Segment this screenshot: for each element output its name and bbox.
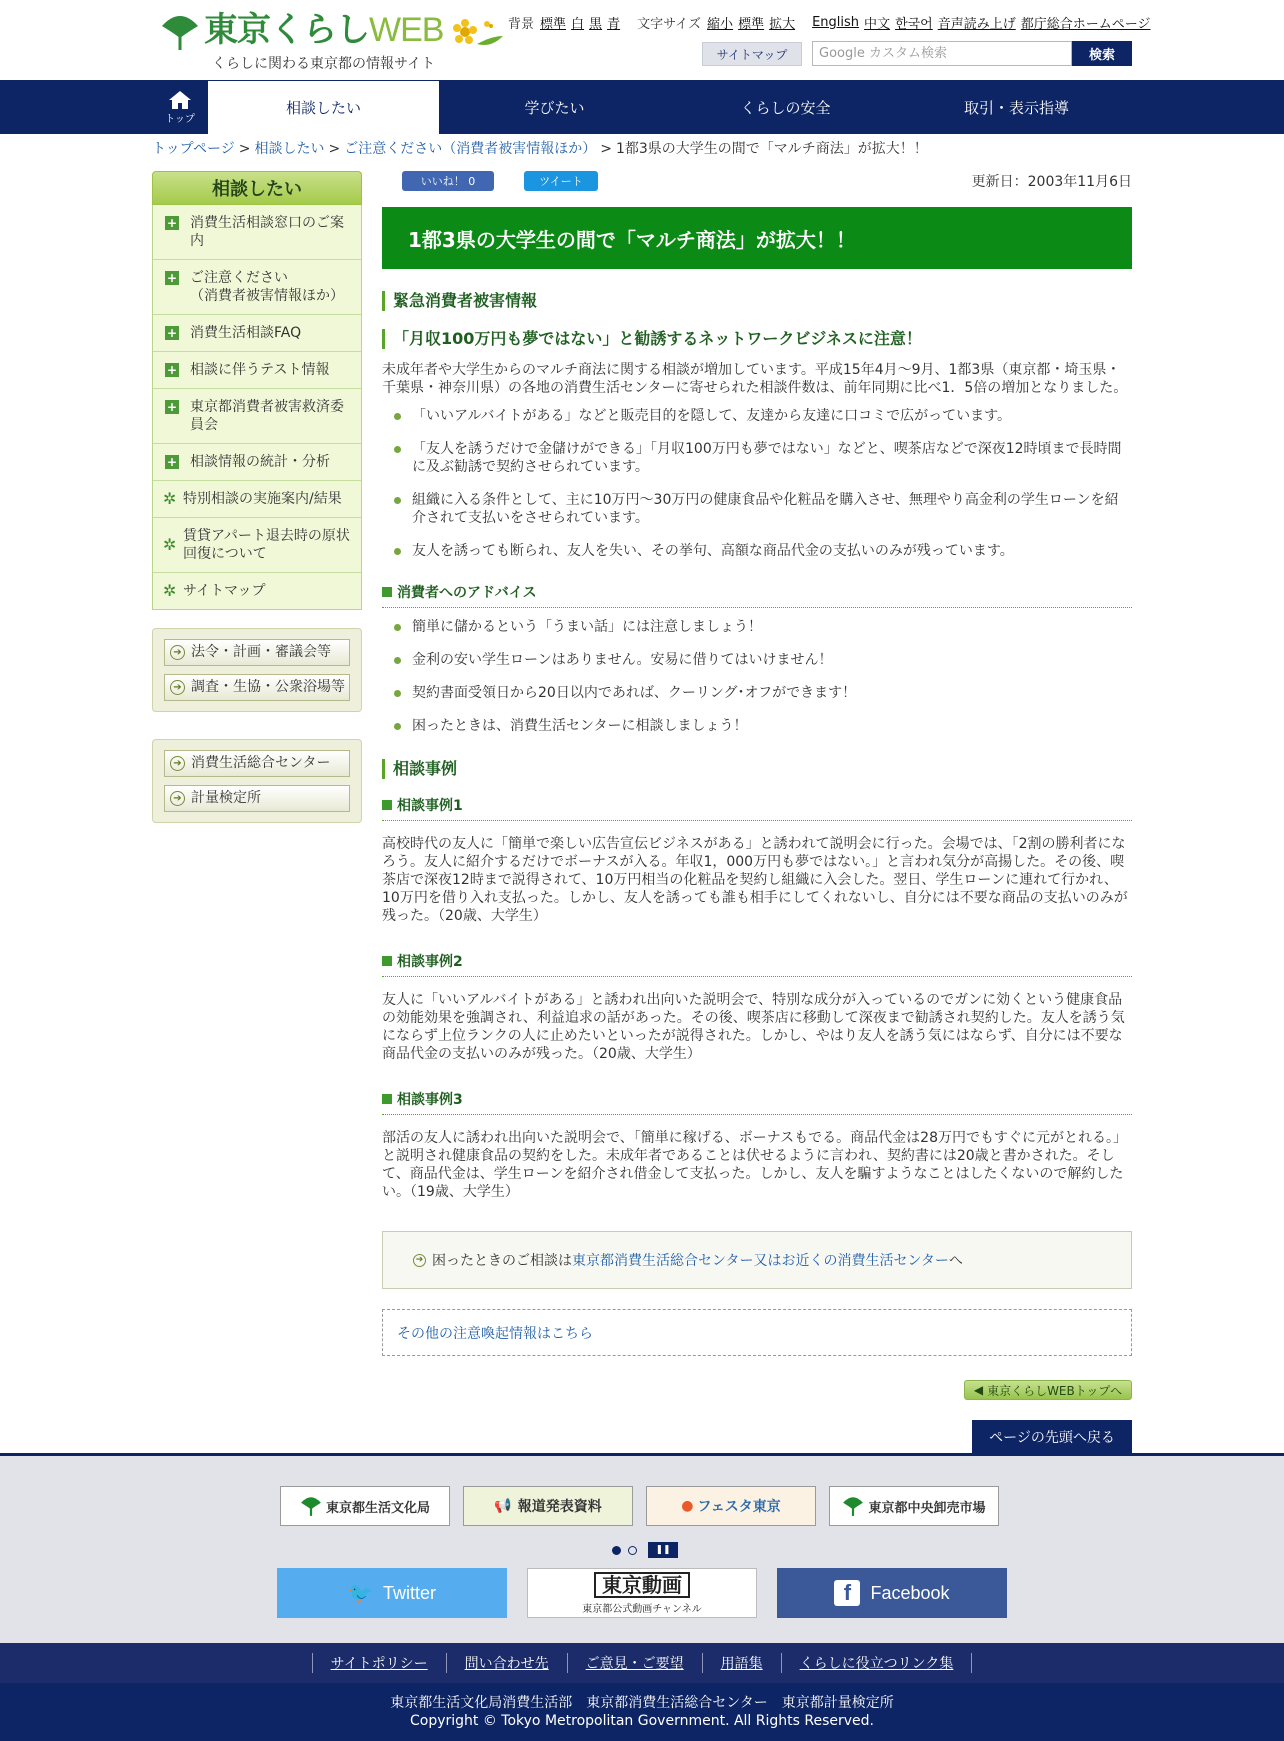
survey-coop-button[interactable]: ➔ 調査・生協・公衆浴場等 (164, 674, 350, 701)
other-info-box (382, 1309, 1132, 1356)
utility-bar (508, 13, 1156, 32)
heading-advice: 消費者へのアドバイス (382, 582, 1132, 608)
sidebar-item-consult-window[interactable]: + 消費生活相談窓口のご案内 (153, 205, 361, 260)
heading-case-2: 相談事例2 (382, 951, 1132, 977)
sidebar-item-test-info[interactable]: + 相談に伴うテスト情報 (153, 352, 361, 389)
sidebar-item-relief-committee[interactable]: + 東京都消費者被害救済委員会 (153, 389, 361, 444)
logo-web: WEB (369, 11, 444, 49)
fontsize-standard[interactable]: 標準 (738, 17, 765, 32)
square-icon (382, 800, 392, 810)
plus-icon: + (166, 363, 178, 377)
page-title: 1都3県の大学生の間で「マルチ商法」が拡大！！ (382, 207, 1132, 269)
footer-link-contact[interactable]: 問い合わせ先 (446, 1653, 567, 1673)
heading-cases: 相談事例 (382, 759, 1132, 779)
breadcrumb-caution[interactable]: ご注意ください（消費者被害情報ほか） (344, 141, 597, 157)
advice-list (382, 618, 1132, 735)
home-icon (168, 90, 192, 110)
search-button[interactable]: 検索 (1072, 41, 1132, 66)
sidebar-item-faq[interactable]: + 消費生活相談FAQ (153, 315, 361, 352)
intro-text: 未成年者や大学生からのマルチ商法に関する相談が増加しています。平成15年4月～9月、1都3県（東京都・埼玉県・千葉県・神奈川県）の各地の消費生活センターに寄せられた相談件数は、前年同期に比べ1．5倍の増加となりました。 (382, 362, 1128, 396)
footer-link-useful-links[interactable]: くらしに役立つリンク集 (781, 1653, 973, 1673)
nav-tab-learn[interactable]: 学びたい (524, 98, 585, 117)
lang-english[interactable]: English (812, 15, 860, 30)
ginkgo-leaf-icon (300, 1495, 322, 1517)
star-icon: ✲ (163, 489, 177, 508)
nav-home-label: トップ (165, 113, 195, 125)
text-to-speech-link[interactable]: 音声読み上げ (937, 17, 1016, 32)
carousel-controls (612, 1542, 678, 1558)
list-item: 契約書面受領日から20日以内であれば、クーリング･オフができます！ (382, 684, 1132, 702)
facebook-icon: f (834, 1580, 860, 1606)
ginkgo-leaf-icon (160, 12, 200, 52)
facebook-like-button[interactable]: いいね！ 0 (402, 171, 494, 191)
kurashi-top-button[interactable]: ◀ 東京くらしWEBトップへ (964, 1380, 1132, 1400)
square-icon (382, 956, 392, 966)
warning-list (382, 407, 1132, 560)
consult-box: ➔ 困ったときのご相談は 東京都消費生活総合センター又はお近くの消費生活センター へ (382, 1231, 1132, 1289)
list-item: 簡単に儲かるという「うまい話」には注意しましょう！ (382, 618, 1132, 636)
list-item: 友人を誘っても断られ、友人を失い、その挙句、高額な商品代金の支払いのみが残っています。 (382, 542, 1132, 560)
plus-icon: + (166, 271, 178, 285)
consumer-center-button[interactable]: ➔ 消費生活総合センター (164, 750, 350, 777)
breadcrumb-top[interactable]: トップページ (152, 141, 235, 157)
logo-title: 東京くらし (204, 11, 369, 49)
square-icon (382, 1094, 392, 1104)
other-info-link[interactable]: その他の注意喚起情報はこちら (397, 1325, 593, 1342)
sidebar (152, 171, 362, 610)
carousel-dot-2[interactable] (628, 1546, 637, 1555)
consumer-center-link[interactable]: 東京都消費生活総合センター又はお近くの消費生活センター (572, 1253, 949, 1269)
sidebar-org-box (152, 739, 362, 823)
sidebar-item-statistics[interactable]: + 相談情報の統計・分析 (153, 444, 361, 481)
sidebar-item-sitemap[interactable]: ✲ サイトマップ (163, 581, 266, 600)
bg-standard[interactable]: 標準 (540, 17, 567, 32)
banner-bureau[interactable]: 東京都生活文化局 (280, 1486, 450, 1526)
arrow-right-icon: ➔ (413, 1254, 426, 1267)
plus-icon: + (166, 326, 178, 340)
list-item: 困ったときは、消費生活センターに相談しましょう！ (382, 717, 1132, 735)
tokyo-douga-banner[interactable]: 東京動画 東京都公式動画チャンネル (527, 1568, 757, 1618)
bg-white[interactable]: 白 (571, 17, 585, 32)
updated-date: 更新日：2003年11月6日 (971, 174, 1132, 190)
sitemap-button[interactable]: サイトマップ (702, 42, 802, 66)
sidebar-item-special-consult[interactable]: ✲ 特別相談の実施案内/結果 (153, 481, 361, 518)
list-item: 「友人を誘うだけで金儲けができる」「月収100万円も夢ではない」などと、喫茶店などで深夜12時頃まで長時間に及ぶ勧誘で契約させられています。 (382, 440, 1132, 476)
breadcrumb: トップページ > 相談したい > ご注意ください（消費者被害情報ほか） > 1都3県の大学生の間で「マルチ商法」が拡大！！ (152, 141, 928, 157)
footer-banners (0, 1456, 1284, 1643)
footer-link-site-policy[interactable]: サイトポリシー (312, 1653, 446, 1673)
arrow-right-icon: ➔ (170, 680, 185, 695)
arrow-right-icon: ➔ (170, 791, 185, 806)
twitter-banner[interactable]: 🐦 Twitter (277, 1568, 507, 1618)
bg-black[interactable]: 黒 (589, 17, 603, 32)
facebook-banner[interactable]: f Facebook (777, 1568, 1007, 1618)
heading-case-3: 相談事例3 (382, 1089, 1132, 1115)
sidebar-item-caution[interactable]: + ご注意ください （消費者被害情報ほか） (153, 260, 361, 315)
lang-chinese[interactable]: 中文 (864, 17, 891, 32)
case-2-text: 友人に「いいアルバイトがある」と誘われ出向いた説明会で、特別な成分が入っているのでガンに効くという健康食品の効能効果を強調され、利益追求の話があった。その後、喫茶店に移動して深夜まで勧誘され契約した。友人を誘う気にならず上位ランクの人に止めたいといったが説得された。しかし、やはり友人を誘う気にはならず、自分には不要な商品代金の支払いのみが残った。（20歳、大学生） (382, 992, 1125, 1062)
nav-home[interactable] (152, 80, 208, 134)
banner-festa[interactable]: ● フェスタ東京 (646, 1486, 816, 1526)
nav-tab-consult[interactable]: 相談したい (208, 81, 439, 134)
square-icon (382, 587, 392, 597)
lang-korean[interactable]: 한국어 (895, 17, 933, 32)
twitter-bird-icon: 🐦 (348, 1582, 373, 1605)
heading-warning: 「月収100万円も夢ではない」と勧誘するネットワークビジネスに注意！ (382, 329, 1132, 349)
footer-link-feedback[interactable]: ご意見・ご要望 (567, 1653, 702, 1673)
fontsize-larger[interactable]: 拡大 (769, 17, 796, 32)
nav-tab-trade[interactable]: 取引・表示指導 (963, 98, 1069, 117)
tweet-button[interactable]: ツイート (524, 171, 598, 191)
list-item: 金利の安い学生ローンはありません。安易に借りてはいけません！ (382, 651, 1132, 669)
site-header (0, 0, 1284, 80)
ginkgo-leaf-icon (842, 1495, 864, 1517)
sidebar-related-box (152, 628, 362, 712)
social-row (382, 171, 1132, 195)
breadcrumb-consult[interactable]: 相談したい (254, 141, 325, 157)
fontsize-label: 文字サイズ (637, 17, 702, 32)
laws-plans-button[interactable]: ➔ 法令・計画・審議会等 (164, 639, 350, 666)
megaphone-icon: 📢 (494, 1498, 512, 1514)
footer-orgs: 東京都生活文化局消費生活部 東京都消費生活総合センター 東京都計量検定所 (390, 1695, 894, 1711)
bg-blue[interactable]: 青 (607, 17, 621, 32)
metro-gov-home-link[interactable]: 都庁総合ホームページ (1020, 17, 1151, 32)
copyright: Copyright © Tokyo Metropolitan Government. All Rights Reserved. (409, 1713, 874, 1729)
banner-press[interactable]: 📢 報道発表資料 (463, 1486, 633, 1526)
sidebar-menu (152, 205, 362, 610)
list-item: 「いいアルバイトがある」などと販売目的を隠して、友達から友達に口コミで広がっています。 (382, 407, 1132, 425)
fontsize-smaller[interactable]: 縮小 (707, 17, 734, 32)
carousel-dot-1[interactable] (612, 1546, 621, 1555)
banner-market[interactable]: 東京都中央卸売市場 (829, 1486, 999, 1526)
arrow-right-icon: ➔ (170, 645, 185, 660)
footer-bottom (0, 1683, 1284, 1741)
plus-icon: + (166, 216, 178, 230)
flower-icon (449, 14, 505, 50)
heading-emergency: 緊急消費者被害情報 (382, 291, 1132, 311)
arrow-left-icon: ◀ (973, 1383, 984, 1397)
star-icon: ✲ (163, 581, 177, 600)
pause-icon[interactable]: ❚❚ (648, 1542, 678, 1558)
back-to-top-button[interactable]: ページの先頭へ戻る (972, 1420, 1132, 1454)
list-item: 組織に入る条件として、主に10万円～30万円の健康食品や化粧品を購入させ、無理やり高金利の学生ローンを紹介されて支払いをさせられています。 (382, 491, 1132, 527)
sidebar-heading: 相談したい (152, 171, 362, 205)
breadcrumb-current: 1都3県の大学生の間で「マルチ商法」が拡大！！ (615, 141, 928, 157)
sidebar-item-apartment[interactable]: ✲ 賃貸アパート退去時の原状回復について (153, 518, 361, 573)
measurement-office-button[interactable]: ➔ 計量検定所 (164, 785, 350, 812)
plus-icon: + (166, 400, 178, 414)
case-1-text: 高校時代の友人に「簡単で楽しい広告宣伝ビジネスがある」と誘われて説明会に行った。会場では、「2割の勝利者になろう。友人に紹介するだけでボーナスが入る。年収1，000万円も夢ではない。」と言われ気分が高揚した。その後、喫茶店で深夜12時まで説得されて、10万円相当の化粧品を契約し組織に入会した。翌日、学生ローンに連れて行かれ、10万円を借り入れ支払った。しかし、友人を誘っても誰も相手にしてくれないし、自分には不要な商品の支払いのみが残った。（20歳、大学生） (382, 836, 1128, 924)
site-logo[interactable] (160, 12, 505, 52)
main-content (382, 171, 1132, 1356)
festa-logo-icon: ● (681, 1498, 694, 1514)
footer-link-glossary[interactable]: 用語集 (702, 1653, 781, 1673)
main-nav (0, 80, 1284, 134)
heading-case-1: 相談事例1 (382, 795, 1132, 821)
star-icon: ✲ (163, 535, 177, 554)
logo-subtitle: くらしに関わる東京都の情報サイト (212, 56, 436, 72)
search-input[interactable]: Google カスタム検索 (812, 41, 1072, 66)
nav-tab-safety[interactable]: くらしの安全 (740, 98, 831, 117)
footer-links (0, 1643, 1284, 1683)
plus-icon: + (166, 455, 178, 469)
arrow-right-icon: ➔ (170, 756, 185, 771)
bg-label: 背景 (508, 17, 535, 32)
case-3-text: 部活の友人に誘われ出向いた説明会で、「簡単に稼げる、ボーナスもでる。商品代金は28万円でもすぐに元がとれる。」と説明され健康食品の契約をした。未成年者であることは伏せるように言われ、契約書には20歳と書かされた。そして、商品代金は、学生ローンを紹介され借金して支払った。しかし、友人を騙すようなことはしたくないので解約したい。（19歳、大学生） (382, 1130, 1127, 1200)
